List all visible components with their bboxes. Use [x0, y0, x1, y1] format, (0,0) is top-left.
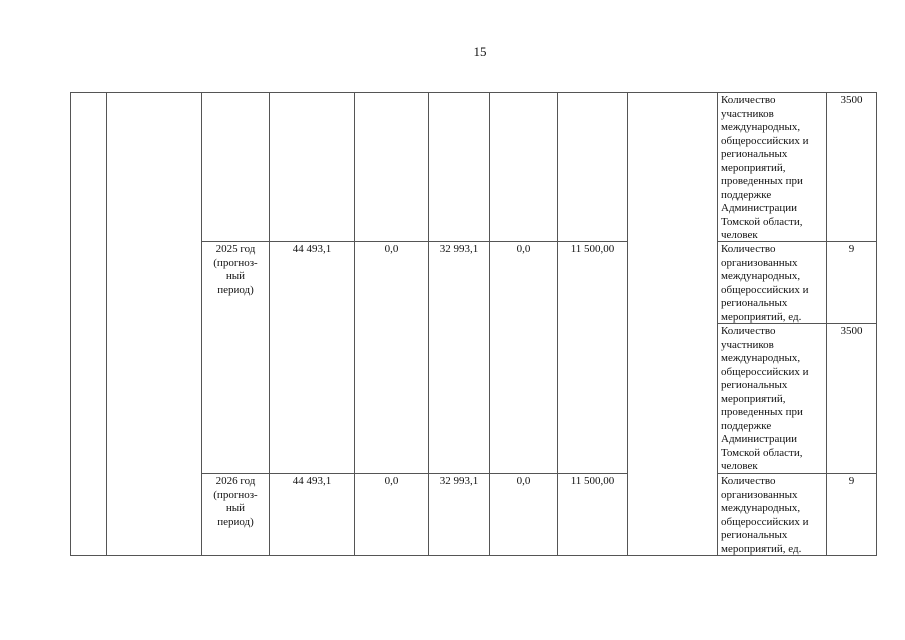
indicator-cell: Количество организованных международных, общероссийских и региональных мероприятий, ед.: [721, 475, 809, 555]
value-extra: 11 500,00: [570, 475, 615, 487]
value-federal: 0,0: [384, 475, 399, 487]
target-value: 9: [848, 243, 855, 255]
table-left-border: [70, 92, 71, 556]
value-regional: 32 993,1: [439, 243, 479, 255]
value-total: 44 493,1: [292, 243, 332, 255]
value-extra: 11 500,00: [570, 243, 615, 255]
indicator-cell: Количество участников международных, общероссийских и региональных мероприятий, проведенных при поддержке Администрации Томской области, человек: [721, 325, 809, 472]
table-right-border: [876, 92, 877, 556]
table-top-border: [70, 92, 876, 93]
target-value: 9: [848, 475, 855, 487]
row-divider: [201, 473, 627, 474]
target-value: 3500: [840, 325, 863, 337]
col-divider: [717, 92, 718, 556]
value-local: 0,0: [516, 243, 531, 255]
value-total: 44 493,1: [292, 475, 332, 487]
period-cell: 2026 год (прогноз- ный период): [213, 475, 258, 528]
target-value: 3500: [840, 94, 863, 106]
indicator-cell: Количество организованных международных, общероссийских и региональных мероприятий, ед.: [721, 243, 809, 323]
value-federal: 0,0: [384, 243, 399, 255]
period-cell: 2025 год (прогноз- ный период): [213, 243, 258, 296]
page-number: 15: [473, 44, 487, 59]
value-local: 0,0: [516, 475, 531, 487]
col-divider: [627, 92, 628, 556]
col-divider: [106, 92, 107, 556]
value-regional: 32 993,1: [439, 475, 479, 487]
row-divider: [201, 241, 627, 242]
indicator-cell: Количество участников международных, общероссийских и региональных мероприятий, проведенных при поддержке Администрации Томской области, человек: [721, 94, 809, 241]
